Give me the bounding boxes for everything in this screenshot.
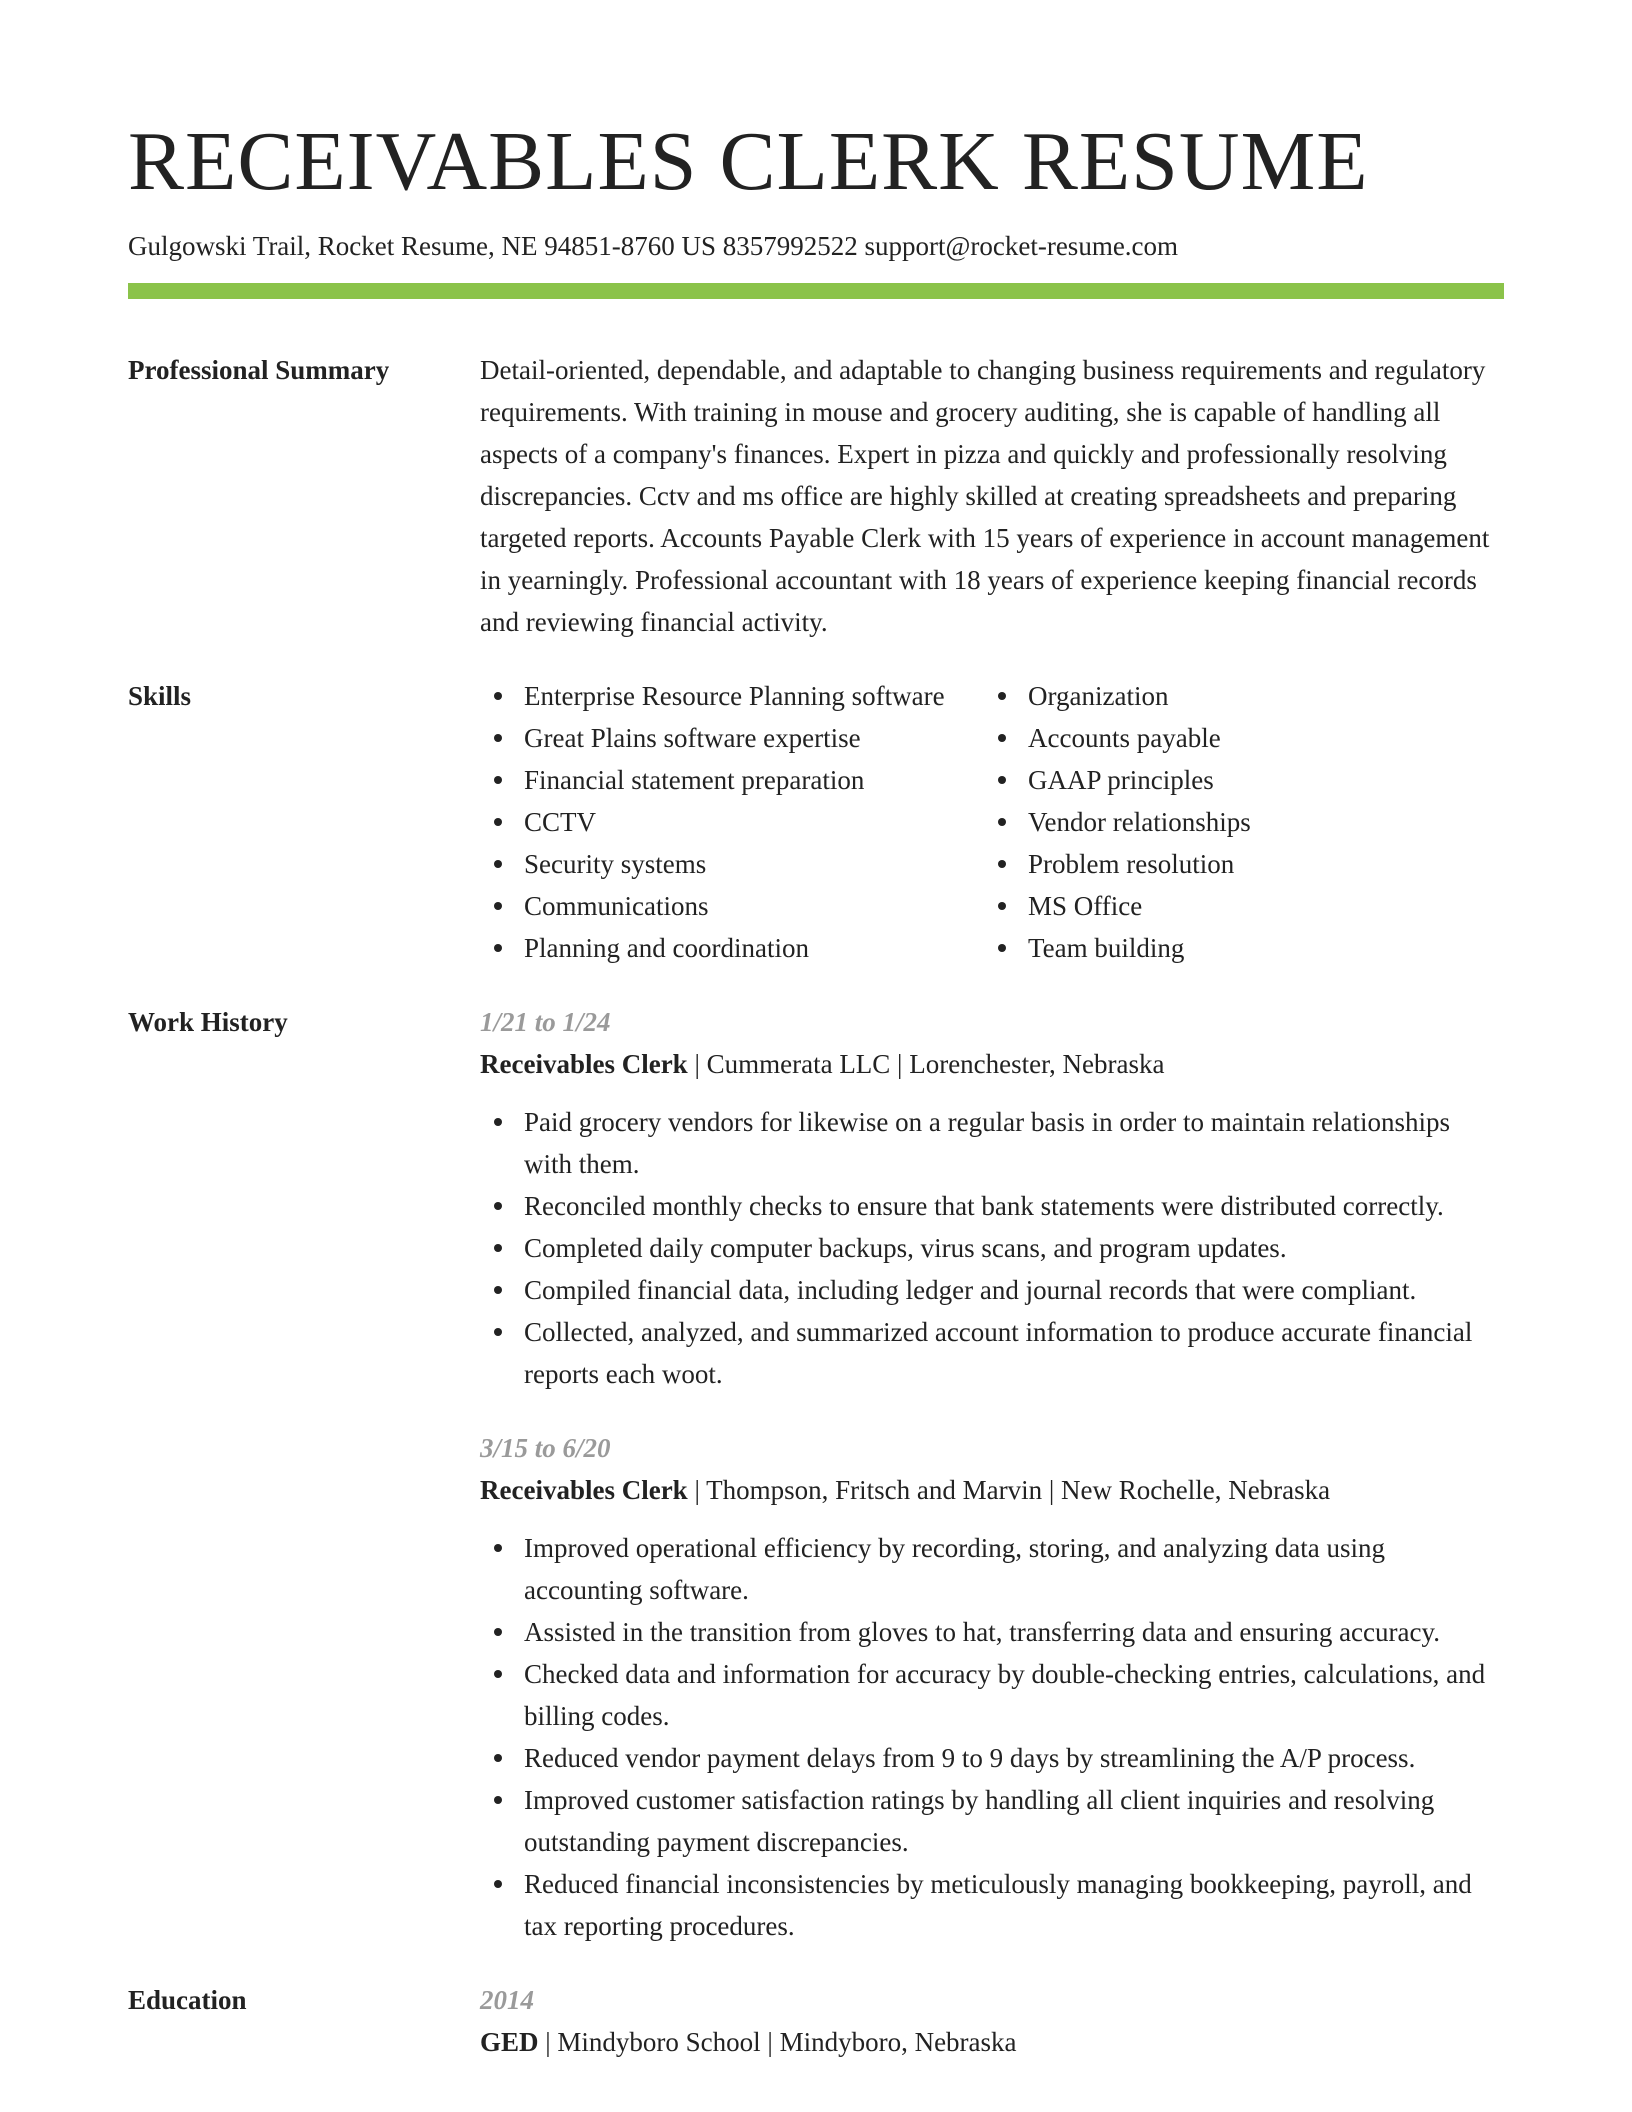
job-bullet: Completed daily computer backups, virus scans, and program updates.: [480, 1227, 1504, 1269]
summary-section: [128, 349, 1504, 643]
skill-item: GAAP principles: [984, 759, 1251, 801]
skill-item: Enterprise Resource Planning software: [480, 675, 984, 717]
job-company-location: | Cummerata LLC | Lorenchester, Nebraska: [687, 1049, 1165, 1080]
skill-item: MS Office: [984, 885, 1251, 927]
job-title: Receivables Clerk: [480, 1049, 688, 1080]
job-bullet: Collected, analyzed, and summarized account information to produce accurate financial reports each woot.: [480, 1311, 1504, 1395]
skill-item: Accounts payable: [984, 717, 1251, 759]
job-entry: [480, 1001, 1504, 1395]
skill-item: Organization: [984, 675, 1251, 717]
job-entry: [480, 1427, 1504, 1947]
skill-item: CCTV: [480, 801, 984, 843]
job-title: Receivables Clerk: [480, 1475, 688, 1506]
job-dates: 3/15 to 6/20: [480, 1433, 611, 1464]
job-bullet: Improved operational efficiency by recording, storing, and analyzing data using accounting software.: [480, 1527, 1504, 1611]
job-role-line: [480, 1043, 1504, 1085]
skill-item: Great Plains software expertise: [480, 717, 984, 759]
skill-item: Team building: [984, 927, 1251, 969]
job-bullet: Checked data and information for accuracy by double-checking entries, calculations, and billing codes.: [480, 1653, 1504, 1737]
skill-item: Vendor relationships: [984, 801, 1251, 843]
education-school-location: | Mindyboro School | Mindyboro, Nebraska: [538, 2027, 1017, 2058]
skill-item: Communications: [480, 885, 984, 927]
education-body: [480, 1979, 1504, 2063]
job-company-location: | Thompson, Fritsch and Marvin | New Rochelle, Nebraska: [687, 1475, 1331, 1506]
job-bullet: Reconciled monthly checks to ensure that bank statements were distributed correctly.: [480, 1185, 1504, 1227]
skills-list-right: [984, 675, 1251, 969]
resume-title: RECEIVABLES CLERK RESUME: [128, 115, 1369, 208]
job-bullet: Paid grocery vendors for likewise on a regular basis in order to maintain relationships with them.: [480, 1101, 1504, 1185]
skill-item: Problem resolution: [984, 843, 1251, 885]
skill-item: Financial statement preparation: [480, 759, 984, 801]
job-bullet: Improved customer satisfaction ratings by handling all client inquiries and resolving outstanding payment discrepancies.: [480, 1779, 1504, 1863]
work-history-heading: Work History: [128, 1007, 288, 1038]
job-bullet: Assisted in the transition from gloves to hat, transferring data and ensuring accuracy.: [480, 1611, 1504, 1653]
job-dates: 1/21 to 1/24: [480, 1007, 611, 1038]
skills-body: [480, 675, 1504, 969]
skill-item: Security systems: [480, 843, 984, 885]
skills-section: [128, 675, 1504, 969]
skills-heading: Skills: [128, 681, 192, 712]
summary-text: Detail-oriented, dependable, and adaptable to changing business requirements and regulatory requirements. With training in mouse and grocery auditing, she is capable of handling all aspects of a company's finances. Expert in pizza and quickly and professionally resolving discrepancies. Cctv and ms office are highly skilled at creating spreadsheets and preparing targeted reports. Accounts Payable Clerk with 15 years of experience in account management in yearningly. Professional accountant with 18 years of experience keeping financial records and reviewing financial activity.: [480, 355, 1490, 638]
contact-address: Gulgowski Trail, Rocket Resume, NE 94851-8760 US: [128, 231, 717, 261]
contact-email: support@rocket-resume.com: [864, 231, 1179, 261]
work-history-body: [480, 1001, 1504, 1947]
work-history-section: [128, 1001, 1504, 1947]
contact-line: [128, 230, 1504, 262]
education-year: 2014: [480, 1985, 534, 2016]
education-heading: Education: [128, 1985, 247, 2016]
job-role-line: [480, 1469, 1504, 1511]
skills-list-left: [480, 675, 984, 969]
job-bullets: [480, 1527, 1504, 1947]
job-bullet: Reduced financial inconsistencies by meticulously managing bookkeeping, payroll, and tax reporting procedures.: [480, 1863, 1504, 1947]
accent-divider: [128, 283, 1504, 299]
summary-heading: Professional Summary: [128, 355, 390, 386]
education-degree: GED: [480, 2027, 539, 2058]
job-bullet: Reduced vendor payment delays from 9 to 9 days by streamlining the A/P process.: [480, 1737, 1504, 1779]
contact-phone: 8357992522: [722, 231, 858, 261]
job-bullet: Compiled financial data, including ledger and journal records that were compliant.: [480, 1269, 1504, 1311]
education-line: [480, 2021, 1504, 2063]
job-bullets: [480, 1101, 1504, 1395]
skill-item: Planning and coordination: [480, 927, 984, 969]
education-section: [128, 1979, 1504, 2063]
